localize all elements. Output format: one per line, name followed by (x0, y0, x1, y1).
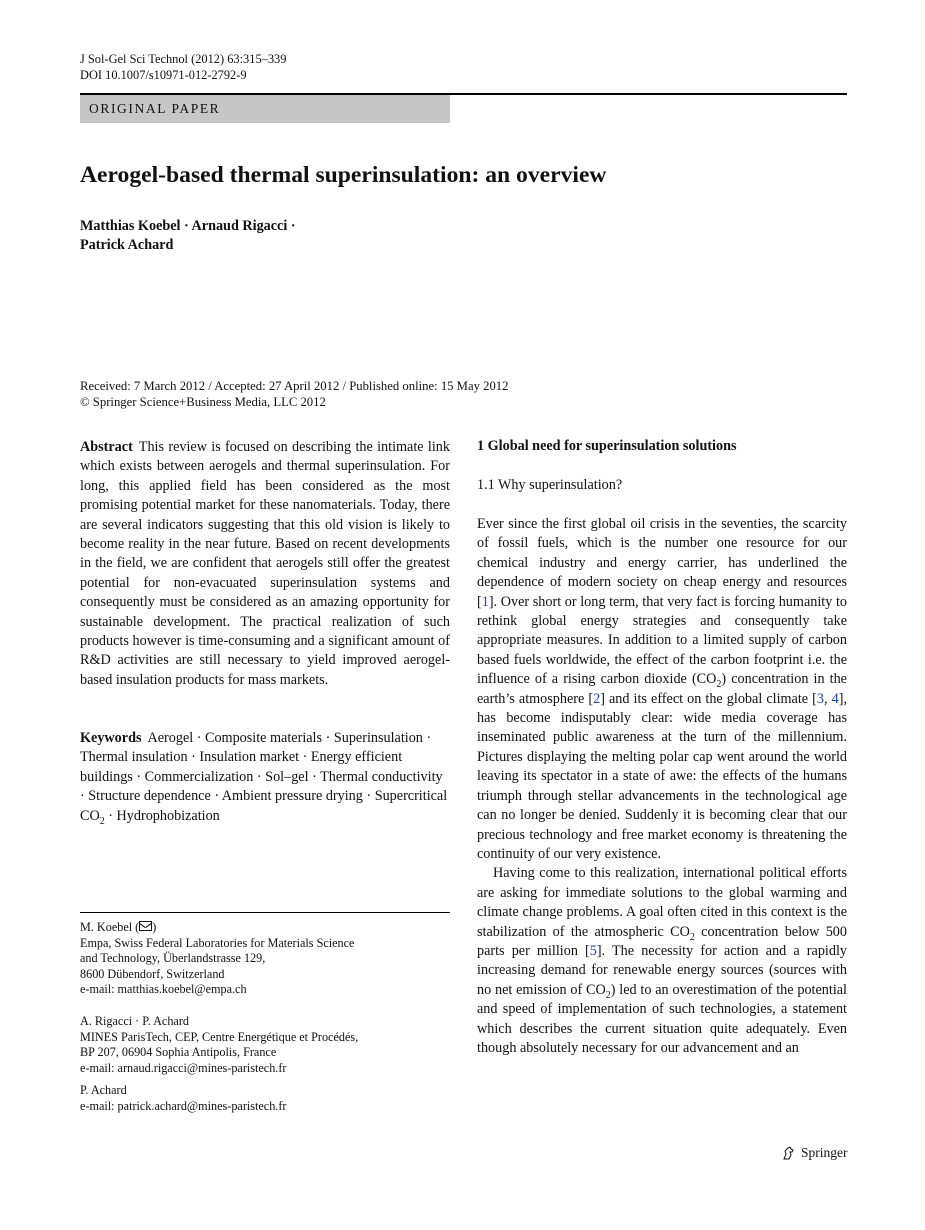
affiliation-1-line2: and Technology, Überlandstrasse 129, (80, 951, 266, 965)
journal-citation: J Sol-Gel Sci Technol (2012) 63:315–339 (80, 52, 287, 66)
affiliation-1-email[interactable]: e-mail: matthias.koebel@empa.ch (80, 982, 247, 996)
text-run: ]. The necessity for action and a rapidly increasing demand for renewable energy sources (sources with no net emission of CO (477, 942, 847, 998)
affiliation-1-line1: Empa, Swiss Federal Laboratories for Materials Science (80, 935, 355, 950)
citation-link[interactable]: 4 (831, 690, 839, 707)
subscript: 2 (689, 931, 695, 943)
section-heading: 1 Global need for superinsulation solutions (477, 438, 737, 454)
paragraph-2 (477, 864, 847, 1058)
affiliation-2-line1: MINES ParisTech, CEP, Centre Energétique et Procédés, (80, 1029, 359, 1044)
subsection-heading: 1.1 Why superinsulation? (477, 477, 623, 493)
affiliation-2-name: A. Rigacci · P. Achard (80, 1014, 189, 1028)
affiliation-2-email[interactable]: e-mail: arnaud.rigacci@mines-paristech.fr (80, 1060, 287, 1075)
copyright: © Springer Science+Business Media, LLC 2012 (80, 395, 326, 409)
abstract-label: Abstract (80, 439, 133, 455)
citation-link[interactable]: 1 (481, 593, 489, 610)
keywords-text: Aerogel · Composite materials · Superinsulation · Thermal insulation · Insulation market · Energy efficient buildings · Commercialization · Sol–gel · Thermal conductivity · Structure dependence · Ambient pressure drying · Supercritical CO (80, 730, 448, 824)
paper-title: Aerogel-based thermal superinsulation: an overview (80, 162, 607, 188)
author-list (80, 217, 296, 255)
keywords (80, 729, 450, 826)
abstract-text: This review is focused on describing the intimate link which exists between aerogels and thermal superinsulation. For long, this applied field has been considered as the most promising potential market for these nanomaterials. Today, there are several indicators suggesting that this old vision is likely to become reality in the near future. Based on recent developments in the field, we are confident that aerogels still offer the greatest potential for non-evacuated superinsulation systems and consequently must be considered as an amazing opportunity for sustainable development. The practical realization of such products however is time-consuming and a significant amount of R&D activities are still necessary to yield improved aerogel-based insulation products for mass markets. (80, 439, 450, 688)
subscript: 2 (605, 989, 611, 1001)
text-run: ], has become indisputably clear: wide media coverage has inseminated public awareness at the turn of the millennium. Pictures displaying the melting polar cap went around the world leaving its spectator in a state of awe: the effects of the humans triumph through stellar advancements in the technological age can no longer be denied. Suddenly it is becoming clear that our precious technology and free market economy is threatening the continuity of our very existence. (477, 690, 847, 862)
publisher-footer (781, 1145, 848, 1161)
text-run: ]. Over short or long term, that very fact is forcing humanity to rethink global energy strategies and consequently take appropriate measures. In addition to a limited supply of carbon based fuels worldwide, the effect of the carbon footprint i.e. the influence of a rising carbon dioxide (CO (477, 593, 847, 688)
affiliation-rigacci-achard (80, 1014, 450, 1076)
text-run: ) concentration in the earth’s atmosphere [ (477, 671, 847, 707)
springer-horse-icon (781, 1145, 797, 1161)
category-banner (80, 95, 450, 123)
affiliation-achard (80, 1083, 450, 1114)
paragraph-1 (477, 515, 847, 864)
footnote-rule (80, 912, 450, 913)
abstract (80, 438, 450, 690)
authors-line-1: Matthias Koebel · Arnaud Rigacci · (80, 218, 296, 234)
text-run: Ever since the first global oil crisis in the seventies, the scarcity of fossil fuels, which is the number one resource for our chemical industry and energy carrier, has underlined the dependence of modern society on cheap energy and resources [ (477, 516, 847, 610)
keywords-label: Keywords (80, 730, 142, 746)
keywords-text-end: · Hydrophobization (104, 807, 220, 824)
text-run: ] and its effect on the global climate [ (600, 690, 817, 707)
category-label: ORIGINAL PAPER (89, 101, 221, 116)
affiliation-2-line2: BP 207, 06904 Sophia Antipolis, France (80, 1045, 277, 1059)
envelope-icon (139, 921, 152, 931)
publisher-name: Springer (801, 1145, 848, 1160)
publication-dates (80, 378, 509, 410)
date-history: Received: 7 March 2012 / Accepted: 27 April 2012 / Published online: 15 May 2012 (80, 379, 509, 393)
text-run: Having come to this realization, international political efforts are asking for immediate solutions to the global warming and climate change problems. A goal often cited in this context is the stabilization of the atmospheric CO (477, 865, 847, 940)
text-run: ) led to an overestimation of the potential and speed of implementation of such technologies, a statement which describes the current situation quite adequately. Even though absolutely necessary for our advancement and an (477, 981, 847, 1056)
affiliation-3-email[interactable]: e-mail: patrick.achard@mines-paristech.fr (80, 1098, 287, 1113)
text-run: , (824, 690, 832, 707)
keywords-subscript: 2 (99, 815, 105, 827)
affiliation-1-name: M. Koebel ( (80, 920, 140, 934)
text-run: concentration below 500 parts per million [ (477, 923, 847, 959)
affiliation-1-line3: 8600 Dübendorf, Switzerland (80, 966, 225, 981)
journal-header (80, 51, 286, 83)
affiliation-3-name: P. Achard (80, 1083, 127, 1097)
subscript: 2 (716, 679, 722, 691)
citation-link[interactable]: 2 (593, 690, 601, 707)
body-text (477, 515, 847, 1058)
affiliation-koebel (80, 920, 450, 998)
doi: DOI 10.1007/s10971-012-2792-9 (80, 68, 247, 82)
affiliation-1-name-end: ) (152, 920, 157, 934)
citation-link[interactable]: 5 (589, 942, 597, 959)
authors-line-2: Patrick Achard (80, 237, 174, 253)
citation-link[interactable]: 3 (816, 690, 824, 707)
